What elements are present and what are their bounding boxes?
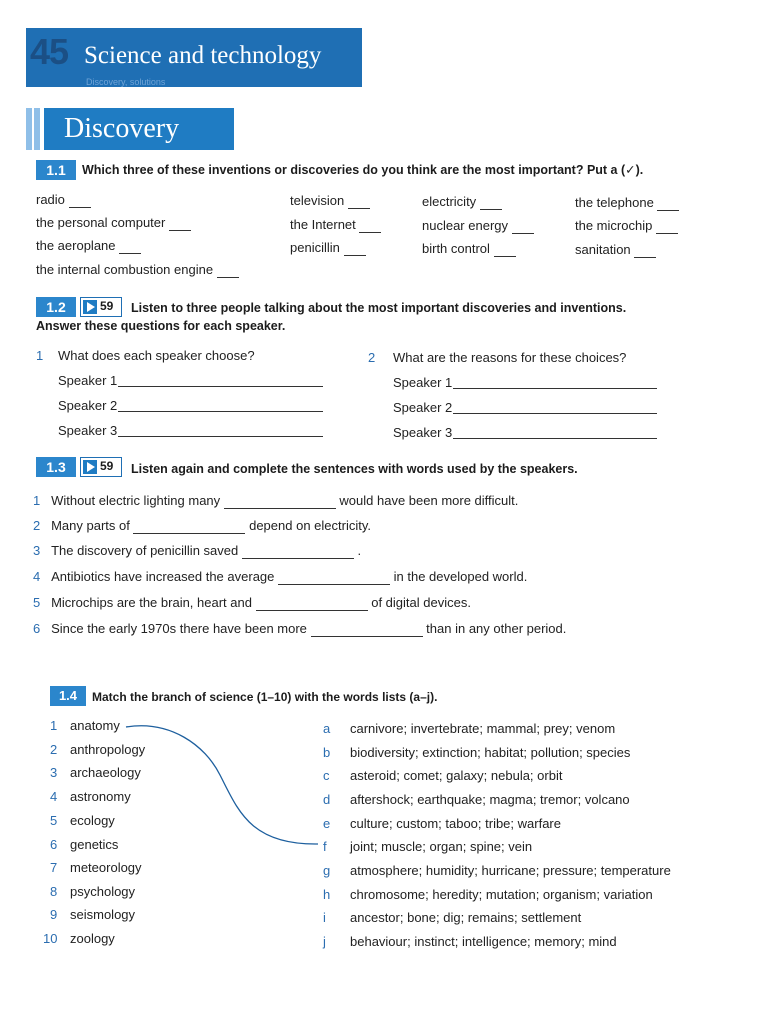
sentence-2: 2 Many parts of depend on electricity. bbox=[33, 518, 371, 533]
list-item: birth control bbox=[422, 240, 516, 257]
speaker-label: Speaker 1 bbox=[58, 373, 118, 388]
list-item: the aeroplane bbox=[36, 237, 141, 254]
track-number: 59 bbox=[100, 459, 114, 473]
exercise-1-4-instruction: Match the branch of science (1–10) with the words lists (a–j). bbox=[92, 690, 438, 704]
speaker-label: Speaker 1 bbox=[393, 375, 453, 390]
list-item: 9 bbox=[50, 907, 58, 922]
exercise-number-1-3: 1.3 bbox=[36, 457, 76, 477]
exercise-1-2-instruction-2: Answer these questions for each speaker. bbox=[36, 319, 286, 333]
branch-name: anatomy bbox=[70, 718, 120, 733]
word-list-letter: d bbox=[323, 792, 331, 807]
list-item: the telephone bbox=[575, 194, 679, 211]
word-list-letter: f bbox=[323, 839, 327, 854]
exercise-number-1-1: 1.1 bbox=[36, 160, 76, 180]
list-item: 6 bbox=[50, 837, 58, 852]
list-item: 7 bbox=[50, 860, 58, 875]
branch-name: seismology bbox=[70, 907, 136, 922]
sentence-1: 1 Without electric lighting many would have been more difficult. bbox=[33, 493, 519, 508]
word-list: carnivore; invertebrate; mammal; prey; venom bbox=[350, 721, 616, 736]
speaker-label: Speaker 3 bbox=[393, 425, 453, 440]
list-item: 8 bbox=[50, 884, 58, 899]
list-item: the personal computer bbox=[36, 214, 191, 231]
speaker-label: Speaker 2 bbox=[393, 400, 453, 415]
branch-name: psychology bbox=[70, 884, 136, 899]
sentence-6: 6 Since the early 1970s there have been more than in any other period. bbox=[33, 621, 567, 636]
exercise-1-1-instruction: Which three of these inventions or discoveries do you think are the most important? Put a (✓). bbox=[82, 163, 644, 177]
word-list-letter: b bbox=[323, 745, 331, 760]
word-list: biodiversity; extinction; habitat; pollution; species bbox=[350, 745, 631, 760]
track-number: 59 bbox=[100, 299, 114, 313]
unit-subtitle: Discovery, solutions bbox=[86, 77, 166, 87]
branch-name: meteorology bbox=[70, 860, 142, 875]
word-list: asteroid; comet; galaxy; nebula; orbit bbox=[350, 768, 563, 783]
list-item: 3 bbox=[50, 765, 58, 780]
word-list: behaviour; instinct; intelligence; memory; mind bbox=[350, 934, 617, 949]
word-list-letter: i bbox=[323, 910, 326, 925]
sentence-5: 5 Microchips are the brain, heart and of digital devices. bbox=[33, 595, 471, 610]
word-list: culture; custom; taboo; tribe; warfare bbox=[350, 816, 561, 831]
word-list-letter: c bbox=[323, 768, 330, 783]
list-item: the microchip bbox=[575, 217, 678, 234]
word-list: chromosome; heredity; mutation; organism; variation bbox=[350, 887, 653, 902]
speaker-label: Speaker 3 bbox=[58, 423, 118, 438]
list-item: the Internet bbox=[290, 216, 381, 233]
exercise-number-1-4: 1.4 bbox=[50, 686, 86, 706]
list-item: 5 bbox=[50, 813, 58, 828]
word-list: aftershock; earthquake; magma; tremor; volcano bbox=[350, 792, 630, 807]
list-item: the internal combustion engine bbox=[36, 261, 239, 278]
list-item: nuclear energy bbox=[422, 217, 534, 234]
list-item: 1 bbox=[50, 718, 58, 733]
question-1: What does each speaker choose? bbox=[58, 348, 255, 363]
list-item: sanitation bbox=[575, 241, 656, 258]
word-list: ancestor; bone; dig; remains; settlement bbox=[350, 910, 582, 925]
word-list-letter: g bbox=[323, 863, 331, 878]
speaker-label: Speaker 2 bbox=[58, 398, 118, 413]
list-item: 4 bbox=[50, 789, 58, 804]
unit-title: Science and technology bbox=[84, 42, 322, 69]
branch-name: zoology bbox=[70, 931, 115, 946]
branch-name: archaeology bbox=[70, 765, 141, 780]
branch-name: anthropology bbox=[70, 742, 146, 757]
list-item: 2 bbox=[50, 742, 58, 757]
word-list: atmosphere; humidity; hurricane; pressure; temperature bbox=[350, 863, 671, 878]
word-list-letter: e bbox=[323, 816, 331, 831]
question-2-number: 2 bbox=[368, 350, 376, 365]
list-item: television bbox=[290, 192, 370, 209]
branch-name: genetics bbox=[70, 837, 119, 852]
word-list: joint; muscle; organ; spine; vein bbox=[350, 839, 533, 854]
question-1-number: 1 bbox=[36, 348, 44, 363]
exercise-1-3-instruction: Listen again and complete the sentences with words used by the speakers. bbox=[131, 462, 578, 476]
exercise-number-1-2: 1.2 bbox=[36, 297, 76, 317]
list-item: penicillin bbox=[290, 239, 366, 256]
list-item: 10 bbox=[43, 931, 58, 946]
sentence-3: 3 The discovery of penicillin saved . bbox=[33, 543, 362, 558]
word-list-letter: a bbox=[323, 721, 331, 736]
branch-name: astronomy bbox=[70, 789, 131, 804]
word-list-letter: h bbox=[323, 887, 331, 902]
list-item: radio bbox=[36, 191, 91, 208]
section-title: Discovery bbox=[64, 113, 180, 144]
question-2: What are the reasons for these choices? bbox=[393, 350, 627, 365]
unit-number: 45 bbox=[30, 31, 69, 72]
word-list-letter: j bbox=[323, 934, 326, 949]
branch-name: ecology bbox=[70, 813, 115, 828]
list-item: electricity bbox=[422, 193, 502, 210]
exercise-1-2-instruction: Listen to three people talking about the most important discoveries and inventions. bbox=[131, 301, 627, 315]
sentence-4: 4 Antibiotics have increased the average in the developed world. bbox=[33, 569, 528, 584]
